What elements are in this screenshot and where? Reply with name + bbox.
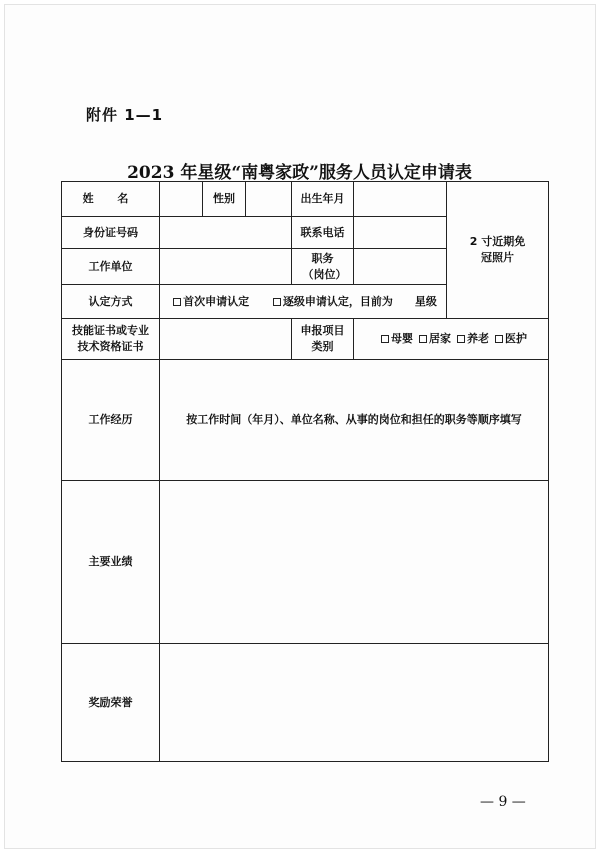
checkbox-icon[interactable] [173, 298, 181, 306]
category-label-text: 申报项目类别 [300, 324, 345, 353]
awards-field[interactable] [160, 644, 549, 762]
category-options [354, 319, 549, 360]
work-history-field[interactable] [160, 360, 549, 481]
certificate-label [62, 319, 160, 360]
achievements-label: 主要业绩 [62, 481, 160, 644]
category-label [292, 319, 354, 360]
checkbox-icon[interactable] [457, 335, 465, 343]
form-title: 2023 年星级“南粤家政”服务人员认定申请表 [127, 163, 472, 183]
category-option-label: 养老 [467, 332, 489, 345]
employer-label: 工作单位 [62, 249, 160, 285]
application-form-table [61, 181, 549, 762]
photo-label: 2 寸近期免冠照片 [469, 235, 526, 264]
position-field[interactable] [354, 249, 447, 285]
phone-field[interactable] [354, 217, 447, 249]
gender-label: 性别 [203, 182, 246, 217]
method-first-label: 首次申请认定 [183, 294, 250, 308]
method-upgrade-option[interactable] [273, 295, 437, 308]
photo-cell[interactable] [447, 182, 549, 319]
position-label [292, 249, 354, 285]
certificate-label-text: 技能证书或专业技术资格证书 [72, 324, 149, 353]
method-upgrade-suffix: 星级 [414, 294, 437, 308]
id-number-field[interactable] [160, 217, 292, 249]
checkbox-icon[interactable] [381, 335, 389, 343]
category-option[interactable] [419, 332, 451, 345]
category-option-label: 母婴 [391, 332, 413, 345]
employer-field[interactable] [160, 249, 292, 285]
page-number: — 9 — [480, 794, 526, 810]
work-history-label: 工作经历 [62, 360, 160, 481]
id-number-label: 身份证号码 [62, 217, 160, 249]
method-first-option[interactable] [173, 295, 253, 308]
phone-label: 联系电话 [292, 217, 354, 249]
method-label: 认定方式 [62, 285, 160, 319]
category-option[interactable] [381, 332, 413, 345]
annex-label: 附件 1—1 [86, 106, 164, 124]
name-field[interactable] [160, 182, 203, 217]
checkbox-icon[interactable] [273, 298, 281, 306]
method-options [160, 285, 447, 319]
work-history-hint: 按工作时间（年月）、单位名称、从事的岗位和担任的职务等顺序填写 [186, 413, 522, 426]
certificate-field[interactable] [160, 319, 292, 360]
name-label: 姓 名 [62, 182, 160, 217]
position-label-text: 职务（岗位） [302, 251, 347, 281]
gender-field[interactable] [246, 182, 292, 217]
category-option[interactable] [457, 332, 489, 345]
category-option[interactable] [495, 332, 527, 345]
awards-label: 奖励荣誉 [62, 644, 160, 762]
checkbox-icon[interactable] [419, 335, 427, 343]
achievements-field[interactable] [160, 481, 549, 644]
category-option-label: 医护 [505, 332, 527, 345]
birth-field[interactable] [354, 182, 447, 217]
category-option-label: 居家 [429, 332, 451, 345]
method-upgrade-label: 逐级申请认定，目前为 [282, 294, 393, 308]
checkbox-icon[interactable] [495, 335, 503, 343]
birth-label: 出生年月 [292, 182, 354, 217]
